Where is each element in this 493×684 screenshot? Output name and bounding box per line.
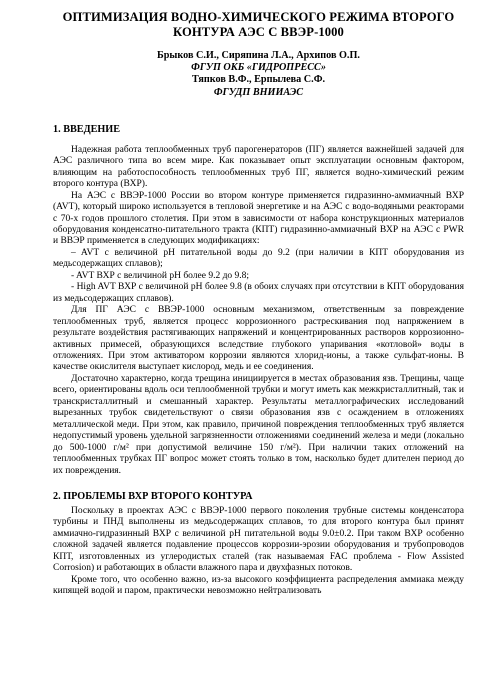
list-item: – AVT с величиной pH питательной воды до 9.2 (при наличии в КПТ оборудования из медьсодержащих сплавов);: [53, 247, 464, 270]
title-line-1: ОПТИМИЗАЦИЯ ВОДНО-ХИМИЧЕСКОГО РЕЖИМА ВТОРОГО: [62, 10, 455, 24]
paragraph: Поскольку в проектах АЭС с ВВЭР-1000 первого поколения трубные системы конденсатора турбины и ПНД выполнены из медьсодержащих сплавов, то для второго контура был принят аммиачно-гидразинный ВХР с величиной pH питательной воды 9.0±0.2. При таком ВХР особенно сложной задачей является подавление процессов коррозии-эрозии оборудования и трубопроводов КПТ, изготовленных из углеродистых сталей (так называемая FAC проблема - Flow Assisted Corrosion) и работающих в области влажного пара и двухфазных потоков.: [53, 505, 464, 574]
title-line-2: КОНТУРА АЭС С ВВЭР-1000: [173, 25, 344, 39]
section-2-heading: 2. ПРОБЛЕМЫ ВХР ВТОРОГО КОНТУРА: [53, 490, 253, 502]
section-1-heading: 1. ВВЕДЕНИЕ: [53, 123, 121, 135]
organization-2: ФГУДП ВНИИАЭС: [213, 86, 304, 98]
section-2-body: [53, 506, 464, 598]
paragraph: Надежная работа теплообменных труб парогенераторов (ПГ) является важнейшей задачей для АЭС различного типа во всем мире. Как показывает опыт эксплуатации основным фактором, влияющим на работоспособность теплообменных труб ПГ, является водно-химический режим второго контура (ВХР).: [53, 144, 464, 190]
paragraph: Для ПГ АЭС с ВВЭР-1000 основным механизмом, ответственным за повреждение теплообменных труб, является процесс коррозионного растрескивания под напряжением в результате воздействия растягивающих напряжений и концентрированных растворов коррозионно-активных примесей, образующихся вследствие глубокого упаривания «котловой» воды в отложениях. При этом активатором коррозии являются хлорид-ионы, а также сульфат-ионы. В качестве окислителя выступает кислород, медь и ее соединения.: [53, 305, 464, 373]
authors-group-2: Тяпков В.Ф., Ерпылева С.Ф.: [191, 74, 325, 86]
authors-group-1: Брыков С.И., Сиряпина Л.А., Архипов О.П.: [157, 50, 360, 61]
paragraph: На АЭС с ВВЭР-1000 России во втором контуре применяется гидразинно-аммиачный ВХР (AVT), который широко используется в тепловой энергетике и на АЭС с водо-водяными реакторами с 70-х годов прошлого столетия. При этом в зависимости от набора конструкционных материалов оборудования конденсатно-питательного тракта (КПТ) гидразинно-аммиачный ВХР на АЭС с PWR и ВВЭР применяется в следующих модификациях:: [53, 190, 464, 247]
paragraph: Кроме того, что особенно важно, из-за высокого коэффициента распределения аммиака между кипящей водой и паром, практически невозможно нейтрализовать: [53, 574, 464, 597]
list-item: - AVT ВХР с величиной pH более 9.2 до 9.8;: [71, 270, 250, 281]
author-block: [53, 50, 464, 99]
list-item: - High AVT ВХР с величиной pH более 9.8 (в обоих случаях при отсутствии в КПТ оборудования из медьсодержащих сплавов).: [53, 282, 464, 304]
paper-title: [53, 10, 464, 40]
paragraph: Достаточно характерно, когда трещина инициируется в местах образования язв. Трещины, чаще всего, ориентированы вдоль оси теплообменной трубки и могут иметь как межкристаллитный, так и транскристаллитный и смешанный характер. Результаты металлографических исследований вырезанных трубок свидетельствуют о связи образования язв с осаждением в отложениях металлической меди. При этом, как правило, причиной повреждения теплообменных труб является недопустимый уровень удельной загрязненности отложениями соединений железа и меди (локально до 500-1000 г/м² при допустимой величине 150 г/м²). При наличии таких отложений на теплообменных трубках ПГ вопрос может стоять только в том, насколько будет длителен период до их повреждения.: [53, 373, 464, 476]
section-1-body: [53, 145, 464, 477]
organization-1: ФГУП ОКБ «ГИДРОПРЕСС»: [191, 62, 326, 74]
